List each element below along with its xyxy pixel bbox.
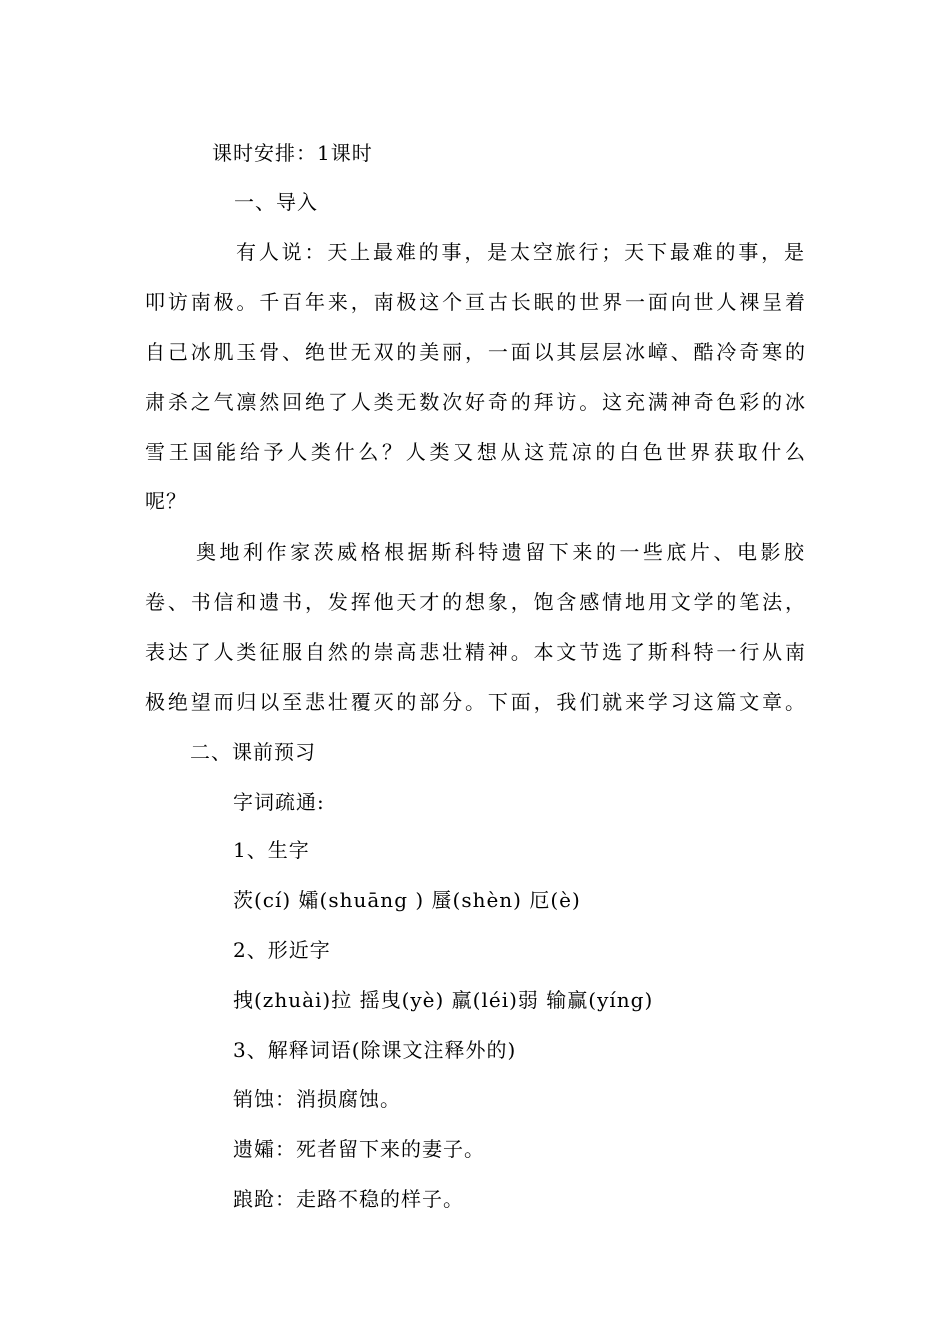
paragraph-line: 雪王国能给予人类什么？人类又想从这荒凉的白色世界获取什么 — [145, 440, 805, 464]
term-definition: 踉跄：走路不稳的样子。 — [233, 1187, 464, 1211]
paragraph-line: 有人说：天上最难的事，是太空旅行；天下最难的事，是 — [236, 240, 805, 264]
item-content-new-characters: 茨(cí) 孀(shuāng ) 蜃(shèn) 厄(è) — [233, 888, 581, 912]
term-definition: 遗孀：死者留下来的妻子。 — [233, 1137, 485, 1161]
item-content-similar-characters: 拽(zhuài)拉 摇曳(yè) 羸(léi)弱 输赢(yíng) — [233, 988, 654, 1012]
section-heading-preview: 二、课前预习 — [190, 740, 316, 764]
item-title-new-characters: 1、生字 — [233, 838, 310, 862]
paragraph-line: 奥地利作家茨威格根据斯科特遗留下来的一些底片、电影胶 — [196, 540, 805, 564]
paragraph-line: 呢？ — [145, 489, 187, 513]
subheading-word-study: 字词疏通: — [233, 790, 325, 814]
section-heading-intro: 一、导入 — [234, 190, 318, 214]
paragraph-line: 极绝望而归以至悲壮覆灭的部分。下面，我们就来学习这篇文章。 — [145, 690, 805, 714]
paragraph-line: 叩访南极。千百年来，南极这个亘古长眠的世界一面向世人裸呈着 — [145, 290, 805, 314]
paragraph-line: 卷、书信和遗书，发挥他天才的想象，饱含感情地用文学的笔法， — [145, 590, 805, 614]
item-title-similar-characters: 2、形近字 — [233, 938, 331, 962]
item-title-word-explanations: 3、解释词语(除课文注释外的) — [233, 1038, 517, 1062]
term-definition: 销蚀：消损腐蚀。 — [233, 1087, 401, 1111]
paragraph-line: 表达了人类征服自然的崇高悲壮精神。本文节选了斯科特一行从南 — [145, 640, 805, 664]
paragraph-line: 肃杀之气凛然回绝了人类无数次好奇的拜访。这充满神奇色彩的冰 — [145, 390, 805, 414]
paragraph-line: 自己冰肌玉骨、绝世无双的美丽，一面以其层层冰嶂、酷冷奇寒的 — [145, 340, 805, 364]
schedule-line: 课时安排：1课时 — [212, 141, 373, 165]
